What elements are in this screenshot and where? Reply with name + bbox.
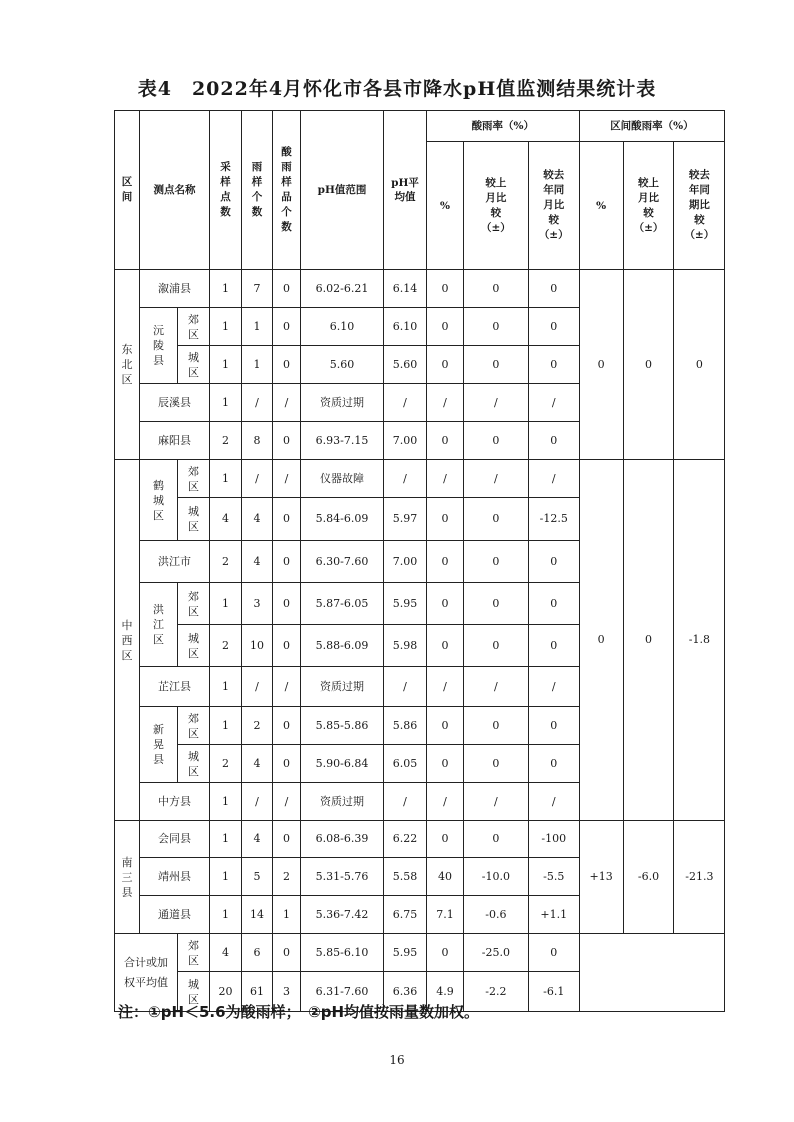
mom-cell: 0 [464,541,529,583]
acid-rate-cell: / [427,460,464,498]
yoy-cell: / [528,783,579,821]
rain-samples-cell: 1 [242,308,273,346]
sample-points-cell: 2 [210,422,242,460]
acid-rate-cell: 0 [427,583,464,625]
sample-points-cell: 4 [210,498,242,541]
rain-samples-cell: 4 [242,498,273,541]
acid-rate-cell: 0 [427,270,464,308]
site-cell: 新晃县 [140,707,178,783]
site-cell: 洪江区 [140,583,178,667]
ph-avg-cell: 5.95 [384,934,427,972]
sample-points-cell: 1 [210,583,242,625]
acid-samples-cell: 1 [273,896,301,934]
acid-rate-cell: 0 [427,308,464,346]
sample-points-cell: 1 [210,858,242,896]
sub-site-cell: 城区 [178,745,210,783]
sample-points-cell: 1 [210,707,242,745]
yoy-cell: 0 [528,346,579,384]
site-cell: 通道县 [140,896,210,934]
mom-cell: -25.0 [464,934,529,972]
interval-rate-cell: 0 [579,460,623,821]
header-acid-pct: % [427,142,464,270]
rain-samples-cell: / [242,460,273,498]
rain-samples-cell: / [242,667,273,707]
sample-points-cell: 2 [210,541,242,583]
site-cell: 芷江县 [140,667,210,707]
sub-site-cell: 郊区 [178,460,210,498]
mom-cell: 0 [464,498,529,541]
header-vs-last-year: 较去年同月比较（±） [528,142,579,270]
interval-yoy-cell: 0 [674,270,725,460]
rain-samples-cell: 8 [242,422,273,460]
acid-samples-cell: 3 [273,972,301,1012]
rain-samples-cell: 10 [242,625,273,667]
mom-cell: 0 [464,422,529,460]
sample-points-cell: 1 [210,667,242,707]
yoy-cell: -12.5 [528,498,579,541]
ph-avg-cell: 7.00 [384,422,427,460]
acid-rate-cell: 0 [427,821,464,858]
header-region: 区间 [115,111,140,270]
ph-range-cell: 资质过期 [301,384,384,422]
table-row [115,460,725,498]
rain-samples-cell: 14 [242,896,273,934]
ph-range-cell: 5.88-6.09 [301,625,384,667]
yoy-cell: / [528,667,579,707]
acid-samples-cell: 0 [273,821,301,858]
sample-points-cell: 2 [210,625,242,667]
header-acid-rate: 酸雨率（%） [427,111,580,142]
sample-points-cell: 1 [210,308,242,346]
mom-cell: 0 [464,308,529,346]
acid-samples-cell: 0 [273,934,301,972]
acid-samples-cell: / [273,667,301,707]
ph-avg-cell: / [384,384,427,422]
yoy-cell: 0 [528,308,579,346]
header-ph-avg: pH平均值 [384,111,427,270]
total-interval-empty-cell [579,934,725,1012]
yoy-cell: -100 [528,821,579,858]
acid-rate-cell: / [427,384,464,422]
ph-range-cell: 6.31-7.60 [301,972,384,1012]
rain-samples-cell: / [242,384,273,422]
yoy-cell: 0 [528,625,579,667]
ph-avg-cell: 6.05 [384,745,427,783]
interval-yoy-cell: -1.8 [674,460,725,821]
ph-range-cell: 5.90-6.84 [301,745,384,783]
sample-points-cell: 1 [210,896,242,934]
mom-cell: -2.2 [464,972,529,1012]
yoy-cell: 0 [528,422,579,460]
ph-range-cell: 5.84-6.09 [301,498,384,541]
rain-samples-cell: / [242,783,273,821]
acid-rate-cell: / [427,783,464,821]
sample-points-cell: 1 [210,821,242,858]
mom-cell: / [464,667,529,707]
sample-points-cell: 4 [210,934,242,972]
site-cell: 中方县 [140,783,210,821]
header-site: 测点名称 [140,111,210,270]
ph-avg-cell: 6.10 [384,308,427,346]
yoy-cell: 0 [528,745,579,783]
acid-samples-cell: 0 [273,498,301,541]
interval-mom-cell: -6.0 [623,821,674,934]
interval-rate-cell: 0 [579,270,623,460]
table-row [115,270,725,308]
sample-points-cell: 1 [210,384,242,422]
acid-rate-cell: 7.1 [427,896,464,934]
ph-range-cell: 5.60 [301,346,384,384]
acid-samples-cell: 2 [273,858,301,896]
sub-site-cell: 郊区 [178,934,210,972]
ph-avg-cell: 6.36 [384,972,427,1012]
mom-cell: -10.0 [464,858,529,896]
mom-cell: -0.6 [464,896,529,934]
acid-samples-cell: / [273,783,301,821]
acid-samples-cell: 0 [273,707,301,745]
rain-samples-cell: 5 [242,858,273,896]
ph-range-cell: 6.02-6.21 [301,270,384,308]
ph-avg-cell: 5.86 [384,707,427,745]
acid-samples-cell: 0 [273,541,301,583]
header-sample-points: 采样点数 [210,111,242,270]
ph-range-cell: 6.10 [301,308,384,346]
ph-avg-cell: / [384,667,427,707]
site-cell: 麻阳县 [140,422,210,460]
ph-range-cell: 6.93-7.15 [301,422,384,460]
ph-avg-cell: 5.60 [384,346,427,384]
header-interval-vs-last-month: 较上月比较（±） [623,142,674,270]
yoy-cell: 0 [528,934,579,972]
table-row [115,934,725,972]
rain-samples-cell: 4 [242,821,273,858]
region-cell: 中西区 [115,460,140,821]
mom-cell: 0 [464,821,529,858]
ph-range-cell: 资质过期 [301,783,384,821]
yoy-cell: 0 [528,707,579,745]
mom-cell: 0 [464,346,529,384]
header-acid-samples: 酸雨样品个数 [273,111,301,270]
acid-samples-cell: 0 [273,422,301,460]
header-vs-last-month: 较上月比较（±） [464,142,529,270]
interval-yoy-cell: -21.3 [674,821,725,934]
site-cell: 洪江市 [140,541,210,583]
yoy-cell: 0 [528,270,579,308]
ph-range-cell: 6.08-6.39 [301,821,384,858]
sample-points-cell: 2 [210,745,242,783]
mom-cell: / [464,783,529,821]
acid-samples-cell: 0 [273,583,301,625]
sample-points-cell: 1 [210,270,242,308]
acid-rate-cell: / [427,667,464,707]
ph-avg-cell: 5.98 [384,625,427,667]
site-cell: 靖州县 [140,858,210,896]
yoy-cell: / [528,384,579,422]
rain-samples-cell: 4 [242,541,273,583]
yoy-cell: -6.1 [528,972,579,1012]
ph-range-cell: 5.87-6.05 [301,583,384,625]
acid-samples-cell: 0 [273,270,301,308]
acid-samples-cell: 0 [273,745,301,783]
region-cell: 南三县 [115,821,140,934]
ph-range-cell: 5.36-7.42 [301,896,384,934]
header-rain-samples: 雨样个数 [242,111,273,270]
ph-avg-cell: 6.14 [384,270,427,308]
sub-site-cell: 城区 [178,346,210,384]
sample-points-cell: 1 [210,783,242,821]
acid-rate-cell: 0 [427,498,464,541]
sample-points-cell: 20 [210,972,242,1012]
site-cell: 辰溪县 [140,384,210,422]
ph-avg-cell: 6.22 [384,821,427,858]
acid-samples-cell: 0 [273,625,301,667]
sub-site-cell: 城区 [178,625,210,667]
ph-avg-cell: 5.95 [384,583,427,625]
header-interval-vs-last-year: 较去年同期比较（±） [674,142,725,270]
table-row [115,821,725,858]
yoy-cell: 0 [528,583,579,625]
acid-rate-cell: 0 [427,707,464,745]
mom-cell: 0 [464,583,529,625]
site-cell: 会同县 [140,821,210,858]
acid-rate-cell: 40 [427,858,464,896]
mom-cell: 0 [464,625,529,667]
sub-site-cell: 郊区 [178,707,210,745]
acid-rate-cell: 4.9 [427,972,464,1012]
rain-samples-cell: 7 [242,270,273,308]
ph-avg-cell: 6.75 [384,896,427,934]
ph-range-cell: 6.30-7.60 [301,541,384,583]
yoy-cell: +1.1 [528,896,579,934]
ph-range-cell: 资质过期 [301,667,384,707]
ph-avg-cell: / [384,460,427,498]
mom-cell: 0 [464,270,529,308]
acid-samples-cell: / [273,460,301,498]
total-site-cell: 合计或加权平均值 [115,934,178,1012]
table-title: 表4 2022年4月怀化市各县市降水pH值监测结果统计表 [137,78,657,100]
ph-range-cell: 5.85-6.10 [301,934,384,972]
acid-rate-cell: 0 [427,422,464,460]
mom-cell: 0 [464,745,529,783]
rain-samples-cell: 6 [242,934,273,972]
acid-samples-cell: 0 [273,346,301,384]
acid-samples-cell: 0 [273,308,301,346]
rain-samples-cell: 3 [242,583,273,625]
header-ph-range: pH值范围 [301,111,384,270]
yoy-cell: -5.5 [528,858,579,896]
site-cell: 鹤城区 [140,460,178,541]
rain-samples-cell: 2 [242,707,273,745]
acid-samples-cell: / [273,384,301,422]
rain-samples-cell: 61 [242,972,273,1012]
ph-avg-cell: 7.00 [384,541,427,583]
yoy-cell: 0 [528,541,579,583]
site-cell: 沅陵县 [140,308,178,384]
acid-rate-cell: 0 [427,934,464,972]
ph-avg-cell: 5.58 [384,858,427,896]
interval-mom-cell: 0 [623,270,674,460]
interval-mom-cell: 0 [623,460,674,821]
page-number: 16 [389,1053,405,1067]
mom-cell: 0 [464,707,529,745]
yoy-cell: / [528,460,579,498]
sub-site-cell: 郊区 [178,583,210,625]
ph-avg-cell: / [384,783,427,821]
sub-site-cell: 城区 [178,972,210,1012]
header-interval-pct: % [579,142,623,270]
table-note: 注：①pH＜5.6为酸雨样； ②pH均值按雨量数加权。 [118,1003,480,1021]
acid-rate-cell: 0 [427,745,464,783]
ph-range-cell: 5.85-5.86 [301,707,384,745]
header-interval-acid-rate: 区间酸雨率（%） [579,111,725,142]
rain-samples-cell: 1 [242,346,273,384]
ph-range-cell: 仪器故障 [301,460,384,498]
sub-site-cell: 城区 [178,498,210,541]
ph-range-cell: 5.31-5.76 [301,858,384,896]
rain-samples-cell: 4 [242,745,273,783]
sample-points-cell: 1 [210,346,242,384]
ph-avg-cell: 5.97 [384,498,427,541]
mom-cell: / [464,460,529,498]
ph-statistics-table [114,110,725,1012]
sample-points-cell: 1 [210,460,242,498]
interval-rate-cell: +13 [579,821,623,934]
acid-rate-cell: 0 [427,346,464,384]
sub-site-cell: 郊区 [178,308,210,346]
region-cell: 东北区 [115,270,140,460]
acid-rate-cell: 0 [427,541,464,583]
header-row-1 [115,111,725,142]
site-cell: 溆浦县 [140,270,210,308]
acid-rate-cell: 0 [427,625,464,667]
mom-cell: / [464,384,529,422]
